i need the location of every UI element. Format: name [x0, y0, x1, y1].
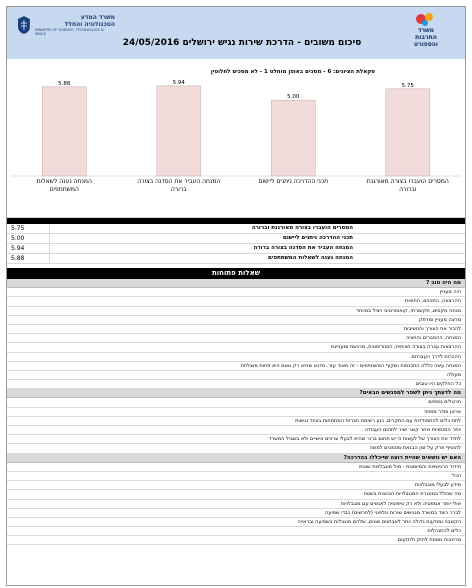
summary-spacer-row: [7, 200, 465, 218]
summary-value: 5.75: [11, 225, 25, 232]
right-logo-line1: משרד: [417, 27, 435, 34]
chart-data-label: 5.94: [172, 79, 185, 86]
answer-row: יותר התנסויות ויותר קשר ישיר לתחום העבודה: [7, 426, 465, 435]
answer-row: כלים להתנהלות: [7, 527, 465, 536]
chart-bar: [271, 100, 315, 176]
summary-divider: [49, 234, 50, 243]
feedback-report-page: [6, 6, 466, 586]
left-logo-line2: הטכנולוגיה והחלל: [64, 21, 115, 28]
summary-value: 5.94: [11, 245, 25, 252]
chart-bar: [42, 87, 86, 176]
summary-row: [7, 244, 465, 254]
answer-row: הכל: [7, 472, 465, 481]
left-logo-line1: משרד המדע: [80, 14, 115, 21]
summary-divider: [49, 224, 50, 233]
summary-table: [7, 200, 465, 264]
right-logo-line3: והספורט: [414, 41, 438, 48]
report-title: סיכום משובים - הדרכת שירות נגיש ירושלים 24/05/2016: [122, 38, 362, 48]
answer-row: לתת כלים להתמודדות עם המקרים, כגון רשימת חברות המתמחות בציוד נגישות: [7, 417, 465, 426]
answer-row: ההרצאות עברה בצורה חוויתית, הומוריסטית, מרגשת ומעניינת: [7, 343, 465, 352]
science-ministry-logo: [17, 12, 115, 38]
answer-row: מה שכולל במסגרת המוגבלויות הנכונות בשטח: [7, 490, 465, 499]
chart-data-label: 5.75: [401, 82, 414, 89]
answer-row: המנחה, ההסברים והחוויה: [7, 334, 465, 343]
question-heading: מה לדעתך ניתן לשפר למפגשים הבאים?: [7, 389, 465, 398]
summary-divider: [49, 244, 50, 253]
summary-label: המסרים הועברו בצורה מאורגנת וברורה: [251, 225, 353, 231]
report-header: [7, 7, 465, 59]
feedback-bar-chart: [7, 79, 465, 199]
chart-bar: [386, 89, 430, 176]
answer-row: מרחבות נוספת לחוק ולתקנים: [7, 536, 465, 545]
chart-category-label: תכני ההדרכה ניתנים ליישום: [258, 178, 329, 185]
answer-row: המנחה עשה כללה התכנסות ושקוף המשתתפים - זה מאוד עזר. סדנא שהיא רק נאום היא פחות מוצלחת: [7, 362, 465, 371]
answer-row: תרגולים נוספים: [7, 398, 465, 407]
summary-label: תכני ההדרכה ניתנים ליישום: [283, 235, 353, 241]
summary-row: [7, 234, 465, 244]
answer-row: להוסיף פרק על זמן הבנאת מסמכים למשה: [7, 444, 465, 453]
right-logo-line2: התרבות: [415, 34, 437, 41]
answer-row: לברר כיצד במשרד מנגישים שירות טלפוני (לחרשים) כבדי שמיעה: [7, 509, 465, 518]
chart-bar: [157, 86, 201, 176]
answer-row: היה מעניין: [7, 288, 465, 297]
summary-row: [7, 254, 465, 264]
answer-row: כל החלקים היו טובים: [7, 380, 465, 389]
culture-sport-ministry-logo: [405, 11, 445, 51]
summary-value: 5.88: [11, 255, 25, 262]
summary-label: המנחה נענה לשאלות המשתתפים: [268, 255, 353, 261]
left-logo-line3: MINISTRY OF SCIENCE, TECHNOLOGY & SPACE: [34, 28, 104, 36]
answer-row: מנחה מקסים, תקשורתי, קואופרטיבי ויציל במיוחד: [7, 307, 465, 316]
answer-row: חידוד הרגישויות והמיומנות - מול מוגבלויות שונות: [7, 463, 465, 472]
question-heading: האם יש נושאים שהיית רוצה שייכללו בהדרכה?: [7, 454, 465, 463]
summary-value: 5.00: [11, 235, 25, 242]
answer-row: לחדד את הצורך של לעשות כי יש תחום ברור שהיא לבעלי צרכים אישיים ולא בשביל המשרד: [7, 435, 465, 444]
chart-data-label: 5.00: [287, 94, 300, 101]
answer-row: ההרצאה, התכנים, החוויות: [7, 297, 465, 306]
answer-row: ההכרות לדרך העברתם: [7, 353, 465, 362]
chart-category-label: המנחה נענה לשאלות המשתתפים: [36, 178, 92, 193]
answer-row: להכיר את הצורך והחשיבות: [7, 325, 465, 334]
answer-row: מרצה מעניין ומרתק: [7, 316, 465, 325]
question-heading: מה היה טוב ?: [7, 279, 465, 288]
answer-row: אולי יותר אמפטיה ולא רק טיפוסיה לאנשים עם מוגבלויות: [7, 500, 465, 509]
summary-row: [7, 224, 465, 234]
answer-row: הקשבה ומודעות גדולה יותר לאבחנים שונים, שלהם מוגבלות בשמיעה ובראייה: [7, 518, 465, 527]
state-emblem-icon: [17, 15, 31, 35]
score-scale-legend: סקאלת הציונים: 6 - מסכים באופן מוחלט 1 - לא מסכים לחלוטין: [210, 69, 375, 75]
answer-row: מידע לבעלי מוגבלויות: [7, 481, 465, 490]
culture-sport-logo-icon: [405, 11, 445, 27]
summary-divider: [49, 254, 50, 263]
open-questions-header: שאלות פתוחות: [7, 268, 465, 279]
chart-data-label: 5.88: [58, 80, 71, 87]
answer-row: מעולה: [7, 371, 465, 380]
open-questions-list: [7, 279, 465, 545]
chart-category-label: המסרים הועברו בצורה מאורגנת וברורה: [366, 178, 449, 193]
chart-category-label: המנחה העביר את הסדנה בצורה ברורה: [137, 178, 221, 193]
summary-label: המנחה העביר את הסדנה בצורה ברורה: [253, 245, 353, 251]
answer-row: ארגון וסדר מופתי: [7, 408, 465, 417]
